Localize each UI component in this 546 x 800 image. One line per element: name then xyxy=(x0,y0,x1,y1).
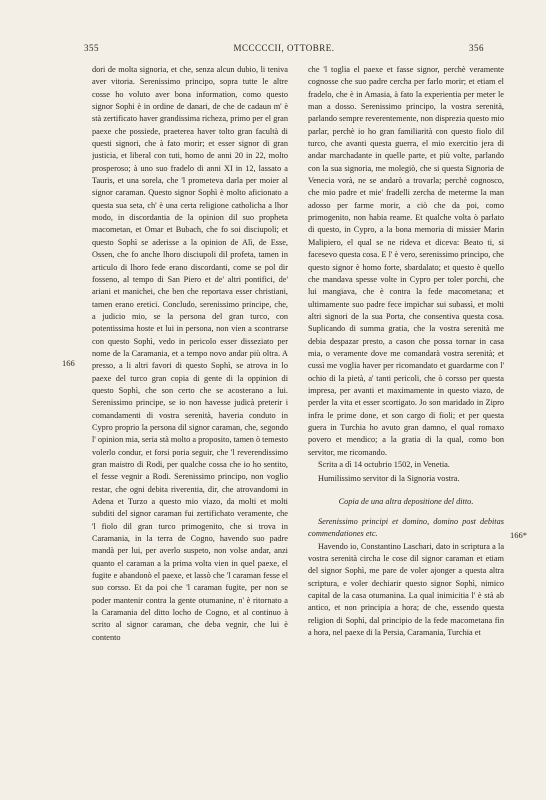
section-heading: Copia de una altra depositione del ditto. xyxy=(338,496,474,506)
salutation: Serenissimo principi et domino, domino post debitas commendationes etc. xyxy=(308,517,504,539)
left-paragraph: dori de molta signoria, et che, senza alcun dubio, li teniva aver vitoria. Serenissimo principo, sopra tutte le altre cosse ho voluto aver bona information, como questo signor Sophi è in ordine de danari, de che de cadaun m' è stà zertificato haver grandissima richeza, primo per el gran paexe che possiede, praeterea haver tolto gran facultà di questi signori, che à fato morir; et esser signor di gran justicia, et liberal con tuti, homo de anni 20 in 22, molto prosperoso; à uno suo fradelo di anni XI in 12, lassato a Tauris, et una sorela, che 'l prometeva darla per moier al signor caraman. Questo signor Sophì è molto aficionato a questa sua seta, ch' è una certa religione catholicha a lhor modo, in discordantia de la opinion dil suo propheta macometan, et Omar et Bubach, che fo soi disciupoli; et questo Sophì se aderisse a la opinion de Alì, de Esse, Ossen, che fo anche lhoro disciupoli dil profeta, tamen in articulo di lhoro fede erano discordanti, come se pol dir fosseno, al tempo di San Piero et de' altri pontifici, de' ariani et manichei, che ben che reportava esser christiani, tamen erano eretici. Concludo, serenissimo principe, che, a judicio mio, se la persona del gran turco, con potentissima hoste et lui in persona, non vien a scontrarse con questo Sophì, vedo in pericolo esser disseziato per nome de la Caramania, et a tempo novo andar più oltra. A presso, a li altri favori di questo Sophì, se atrova in lo paexe del turco gran copia di gente di la oppinion di questo Sophì, che son certo che se acosterano a lui. Serenissimo principe, se io non havesse judicà preterir i comandamenti di vostra serenità, haveria conduto in Cypro proprio la persona dil signor caraman, che, segondo l' opinion mia, seria stà molto a proposito, tamen ò temesto volerlo condur, et forsi poria seguir, che 'l reverendissimo gran maistro di Rodi, per qualche cossa che io ho sentito, el fesse vegnir a Rodi. Serenissimo principo, non voglio restar, che ogni debita riverentia, dir, che atrovandomi in Adena et Turzo a questo mio viazo, da molti et molti subditi del signor caraman fui zertifichato veramente, che 'l fiolo dil gran turco primogenito, che si trova in Caramania, in la terra de Cogno, havendo suo padre mandà per lui, per averlo suspeto, non volse andar, anzi quanto el caraman a la prima volta vien in quel paexe, el fugite e abandonò el paexe, et lassò che 'l caraman fesse el suo corsso. Et da poi che 'l caraman fugite, per non se poder mantenir contra la gente otumanine, n' è ritornato a la Caramania del ditto locho de Cogno, et al continuo à scrito al signor caraman, che deba vegnir, che lui è contento xyxy=(92,65,288,642)
right-column xyxy=(308,64,504,784)
margin-number-right: 166* xyxy=(510,530,527,540)
right-paragraph-1: che 'l toglia el paexe et fasse signor, perchè veramente cognosse che suo padre cercha per farlo morir; et etiam el fradelo, che è in Amasia, à fato la experientia per meter le man a dosso. Serenissimo principo, la vostra serenità, parlando sempre reverentemente, non disprezia questo mio parlar, perchè io ho gran familiarità con questo fiolo dil turco, che avanti questa guerra, el mio exercitio jera di andar marchadante in quelle parte, et più volte, parlando con la sua signoria, me molegiò, che si questa Signoria de Venecia vorà, ne se andarò a trovarla; perchè cognosco, che mio padre et mie' fradelli zercha de meterme la man adosso per farme morir, a ciò che da poi, como primogenito, non habia reame. Et qualche volta ò parlato di questo, in Cypro, a la bona memoria di missier Marin Malipiero, el qual se ne rideva et diceva: Beato ti, si facesevo questa cosa. E l' è vero, serenissimo principo, che questo signor è homo forte, sbardalato; et questo è quello che mandava spesse volte in Cypro per toler porchi, che lui mangiava, che è contra la fede macometana; et ultimamente suo padre fece impichar sui subassì, et molti altri signori de la sua Porta, che consentiva questa cosa. Suplicando di summa gratia, che la vostra serenità me debia despazar presto, a cason che possa tornar in casa mia, o veramente dove me comandarà vostra serenità; et cussì me voglia haver per ricomandato et guardarme con l' ochio di la pietà, a' tanti pericoli, che ò corsso per questa impresa, per avanti et maximamente in questo viazo, de perder la vita et esser scortigato. Jo son maridado in Zipro infra le prime done, et son cargo di fioli; et per questa guera in Turchia ho avuto gran damno, el qual romaxo povero et mendico; a la gratia di la qual, como bon servitor, me ricomando. xyxy=(308,65,504,457)
page-number-left: 355 xyxy=(84,43,99,53)
running-header xyxy=(84,43,484,57)
right-paragraph-2: Havendo io, Constantino Laschari, dato in scriptura a la vostra serenità circha le cose dil signor caraman et etiam del signor Sophì, me pare de voler ajonger a questa altra scriptura, e voler dechiarir questo signor Sophì, nimico capital de la casa otumanina. La qual inimicitia l' è stà ab antico, et non principia a hora; de che, essendo questa religion di Sophì, dal principio de la fede macometana fin a hora, nel paexe di la Persia, Caramania, Turchia et xyxy=(308,541,504,638)
page-number-right: 356 xyxy=(469,43,484,53)
left-column xyxy=(92,64,288,784)
date-line: Scrita a dì 14 octubrio 1502, in Venetia. xyxy=(318,460,450,469)
signature-line: Humilissimo servitor di la Signoria vostra. xyxy=(318,474,460,484)
running-title: MCCCCCII, OTTOBRE. xyxy=(233,43,335,53)
margin-number-left: 166 xyxy=(62,358,75,368)
